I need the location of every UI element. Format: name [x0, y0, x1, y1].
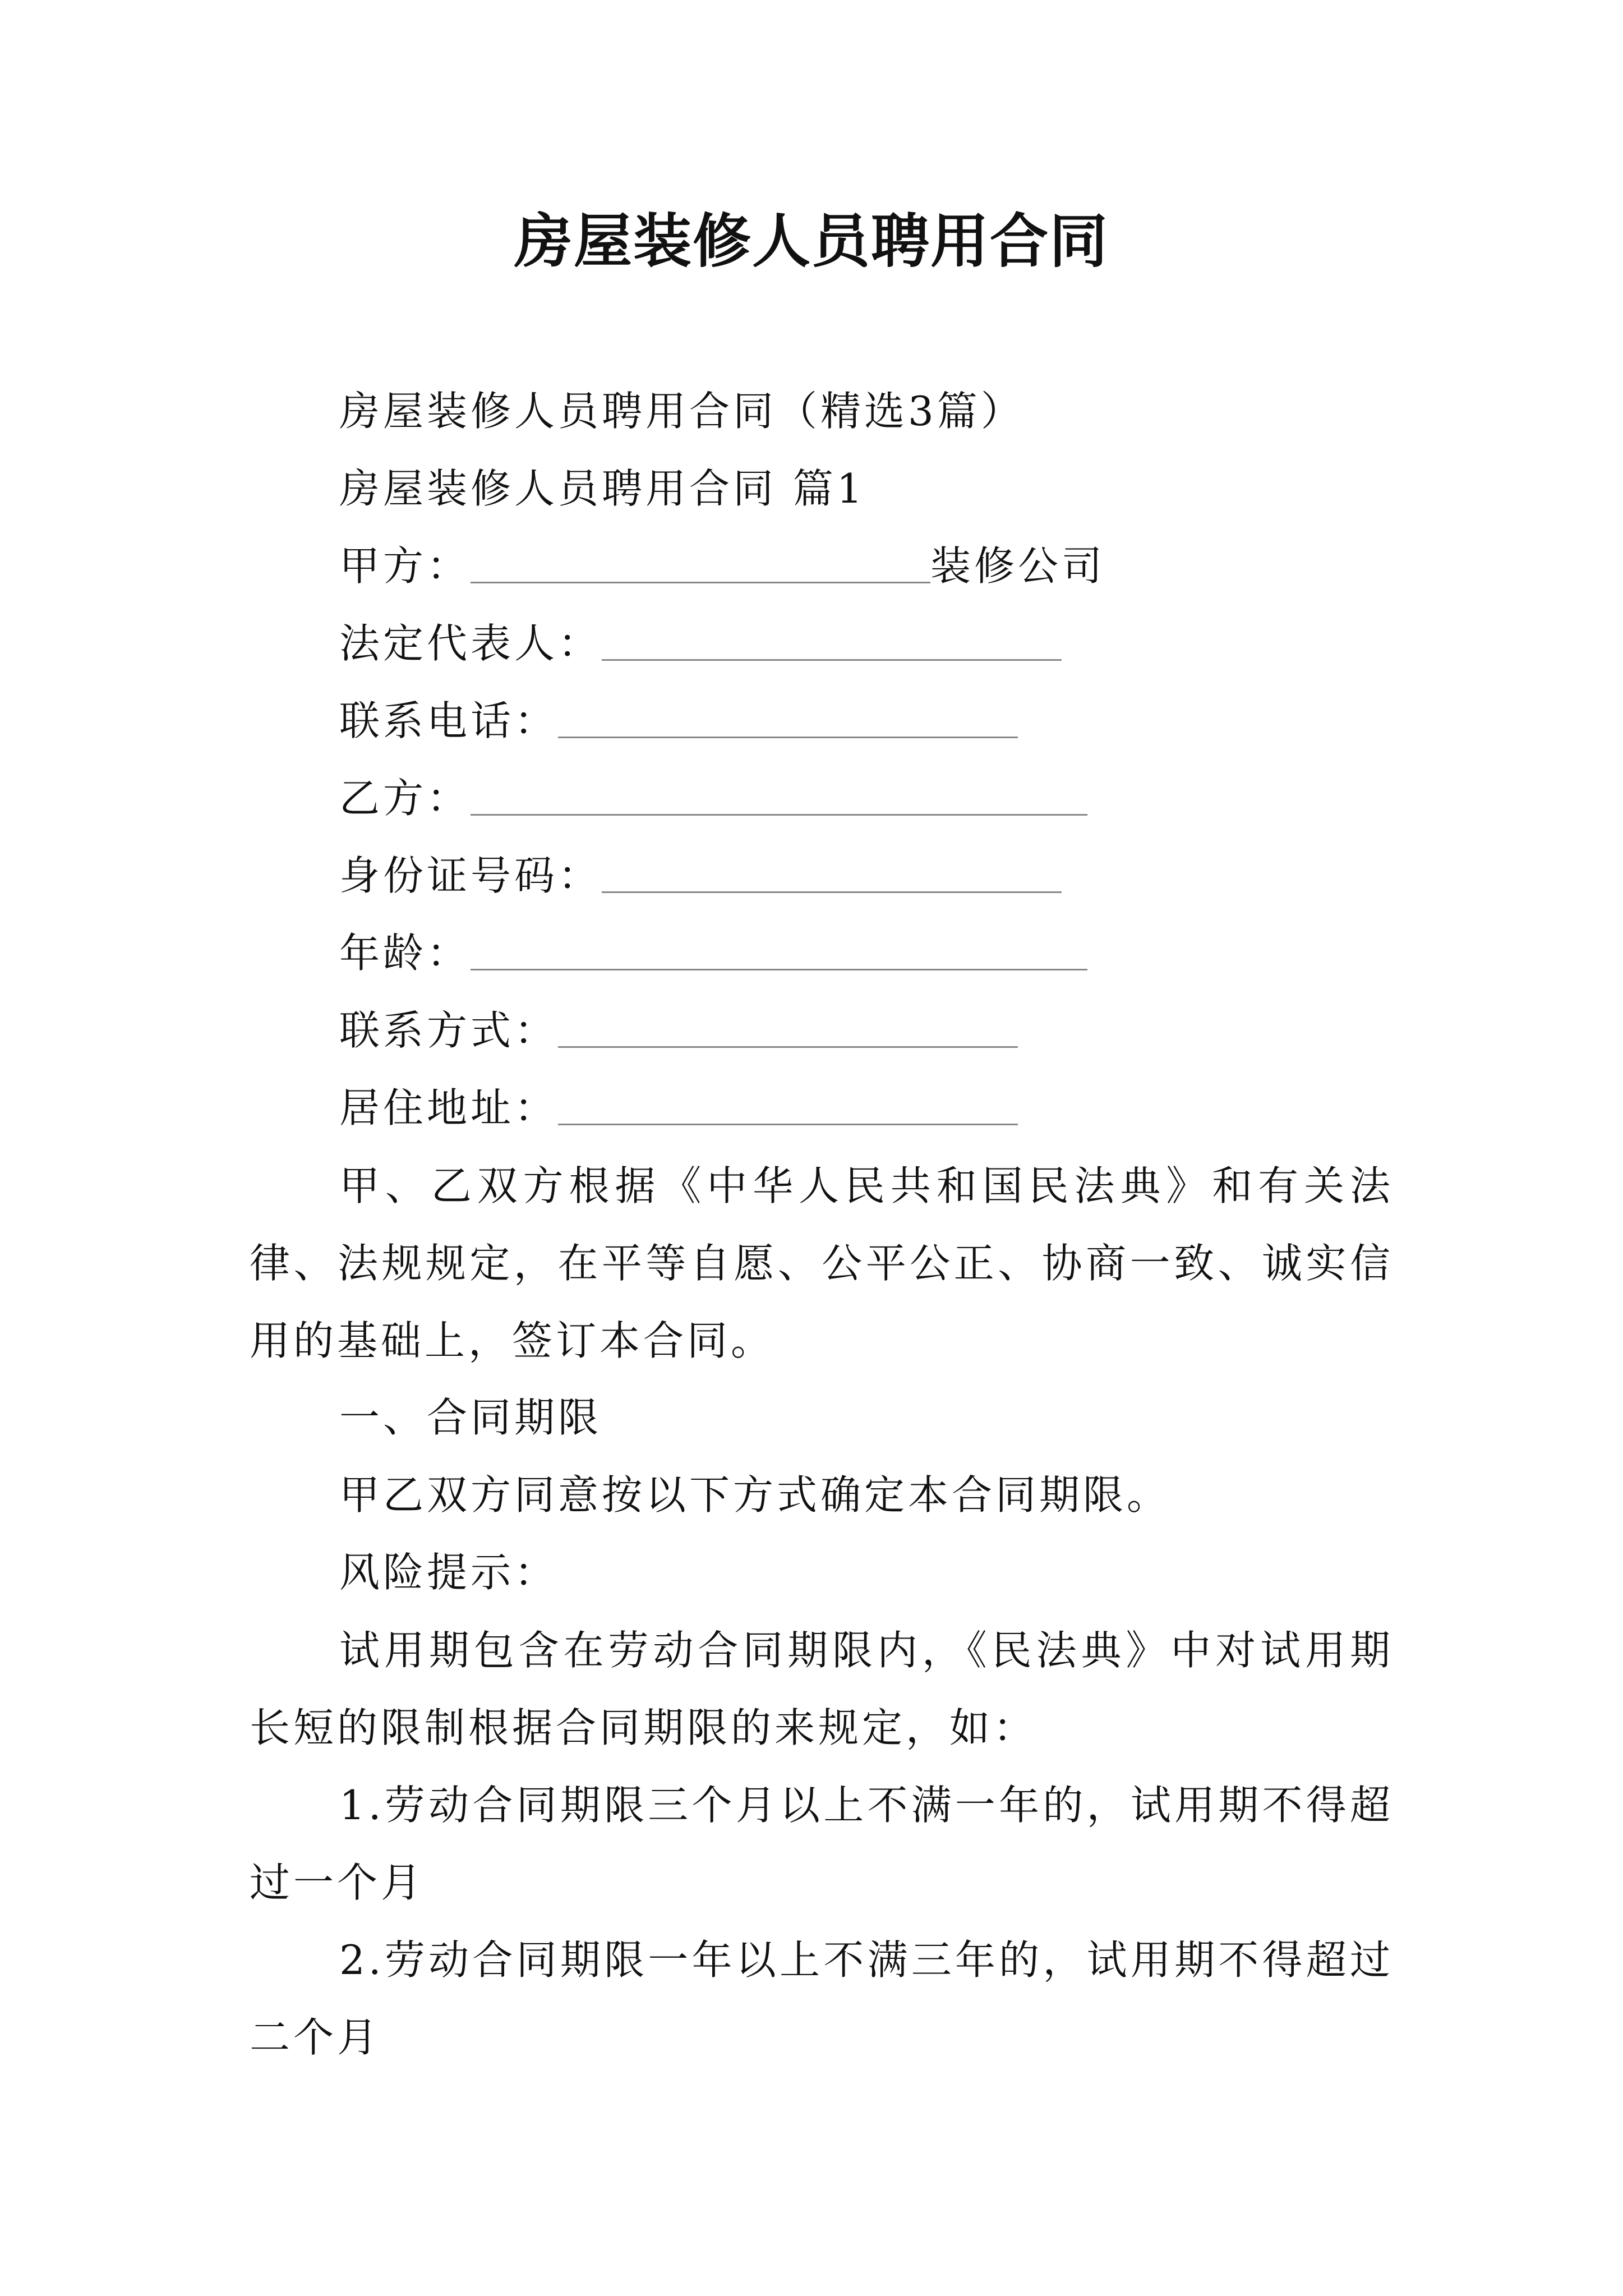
age-blank: [471, 930, 1087, 970]
id-number-label: 身份证号码：: [339, 852, 602, 899]
id-number-field: [339, 849, 1062, 903]
contact-method-field: [339, 1004, 1018, 1057]
risk-paragraph: 试用期包含在劳动合同期限内，《民法典》中对试用期长短的限制根据合同期限的来规定，如：: [250, 1627, 1394, 1751]
contact-phone-field: [339, 694, 1018, 748]
party-a-field: [339, 539, 1105, 593]
party-b-blank: [471, 775, 1087, 816]
document-subtitle: 房屋装修人员聘用合同（精选3篇）: [339, 388, 1025, 435]
legal-rep-field: [339, 616, 1062, 670]
legal-rep-label: 法定代表人：: [339, 620, 602, 667]
party-b-field: [339, 771, 1087, 825]
contact-phone-label: 联系电话：: [339, 697, 559, 744]
list-item-1: 1.劳动合同期限三个月以上不满一年的，试用期不得超过一个月: [250, 1782, 1394, 1906]
age-field: [339, 926, 1087, 980]
party-a-label: 甲方：: [339, 542, 471, 590]
id-number-blank: [602, 852, 1062, 893]
party-a-blank: [471, 542, 930, 583]
address-field: [339, 1081, 1018, 1135]
clause1-heading: 一、合同期限: [339, 1394, 602, 1441]
age-label: 年龄：: [339, 930, 471, 977]
legal-rep-blank: [602, 620, 1062, 661]
party-a-suffix: 装修公司: [930, 542, 1106, 590]
risk-label: 风险提示：: [339, 1549, 559, 1596]
clause1-text: 甲乙双方同意按以下方式确定本合同期限。: [339, 1471, 1171, 1519]
address-label: 居住地址：: [339, 1084, 559, 1131]
contact-phone-blank: [558, 697, 1018, 738]
document-title: 房屋装修人员聘用合同: [514, 206, 1109, 275]
address-blank: [558, 1084, 1018, 1125]
intro-paragraph: 甲、乙双方根据《中华人民共和国民法典》和有关法律、法规规定，在平等自愿、公平公正、协商一致、诚实信用的基础上，签订本合同。: [250, 1162, 1394, 1364]
party-b-label: 乙方：: [339, 775, 471, 822]
contact-method-label: 联系方式：: [339, 1007, 559, 1054]
contact-method-blank: [558, 1007, 1018, 1048]
list-item-2: 2.劳动合同期限一年以上不满三年的，试用期不得超过二个月: [250, 1936, 1394, 2061]
section-heading: 房屋装修人员聘用合同 篇1: [339, 465, 866, 512]
